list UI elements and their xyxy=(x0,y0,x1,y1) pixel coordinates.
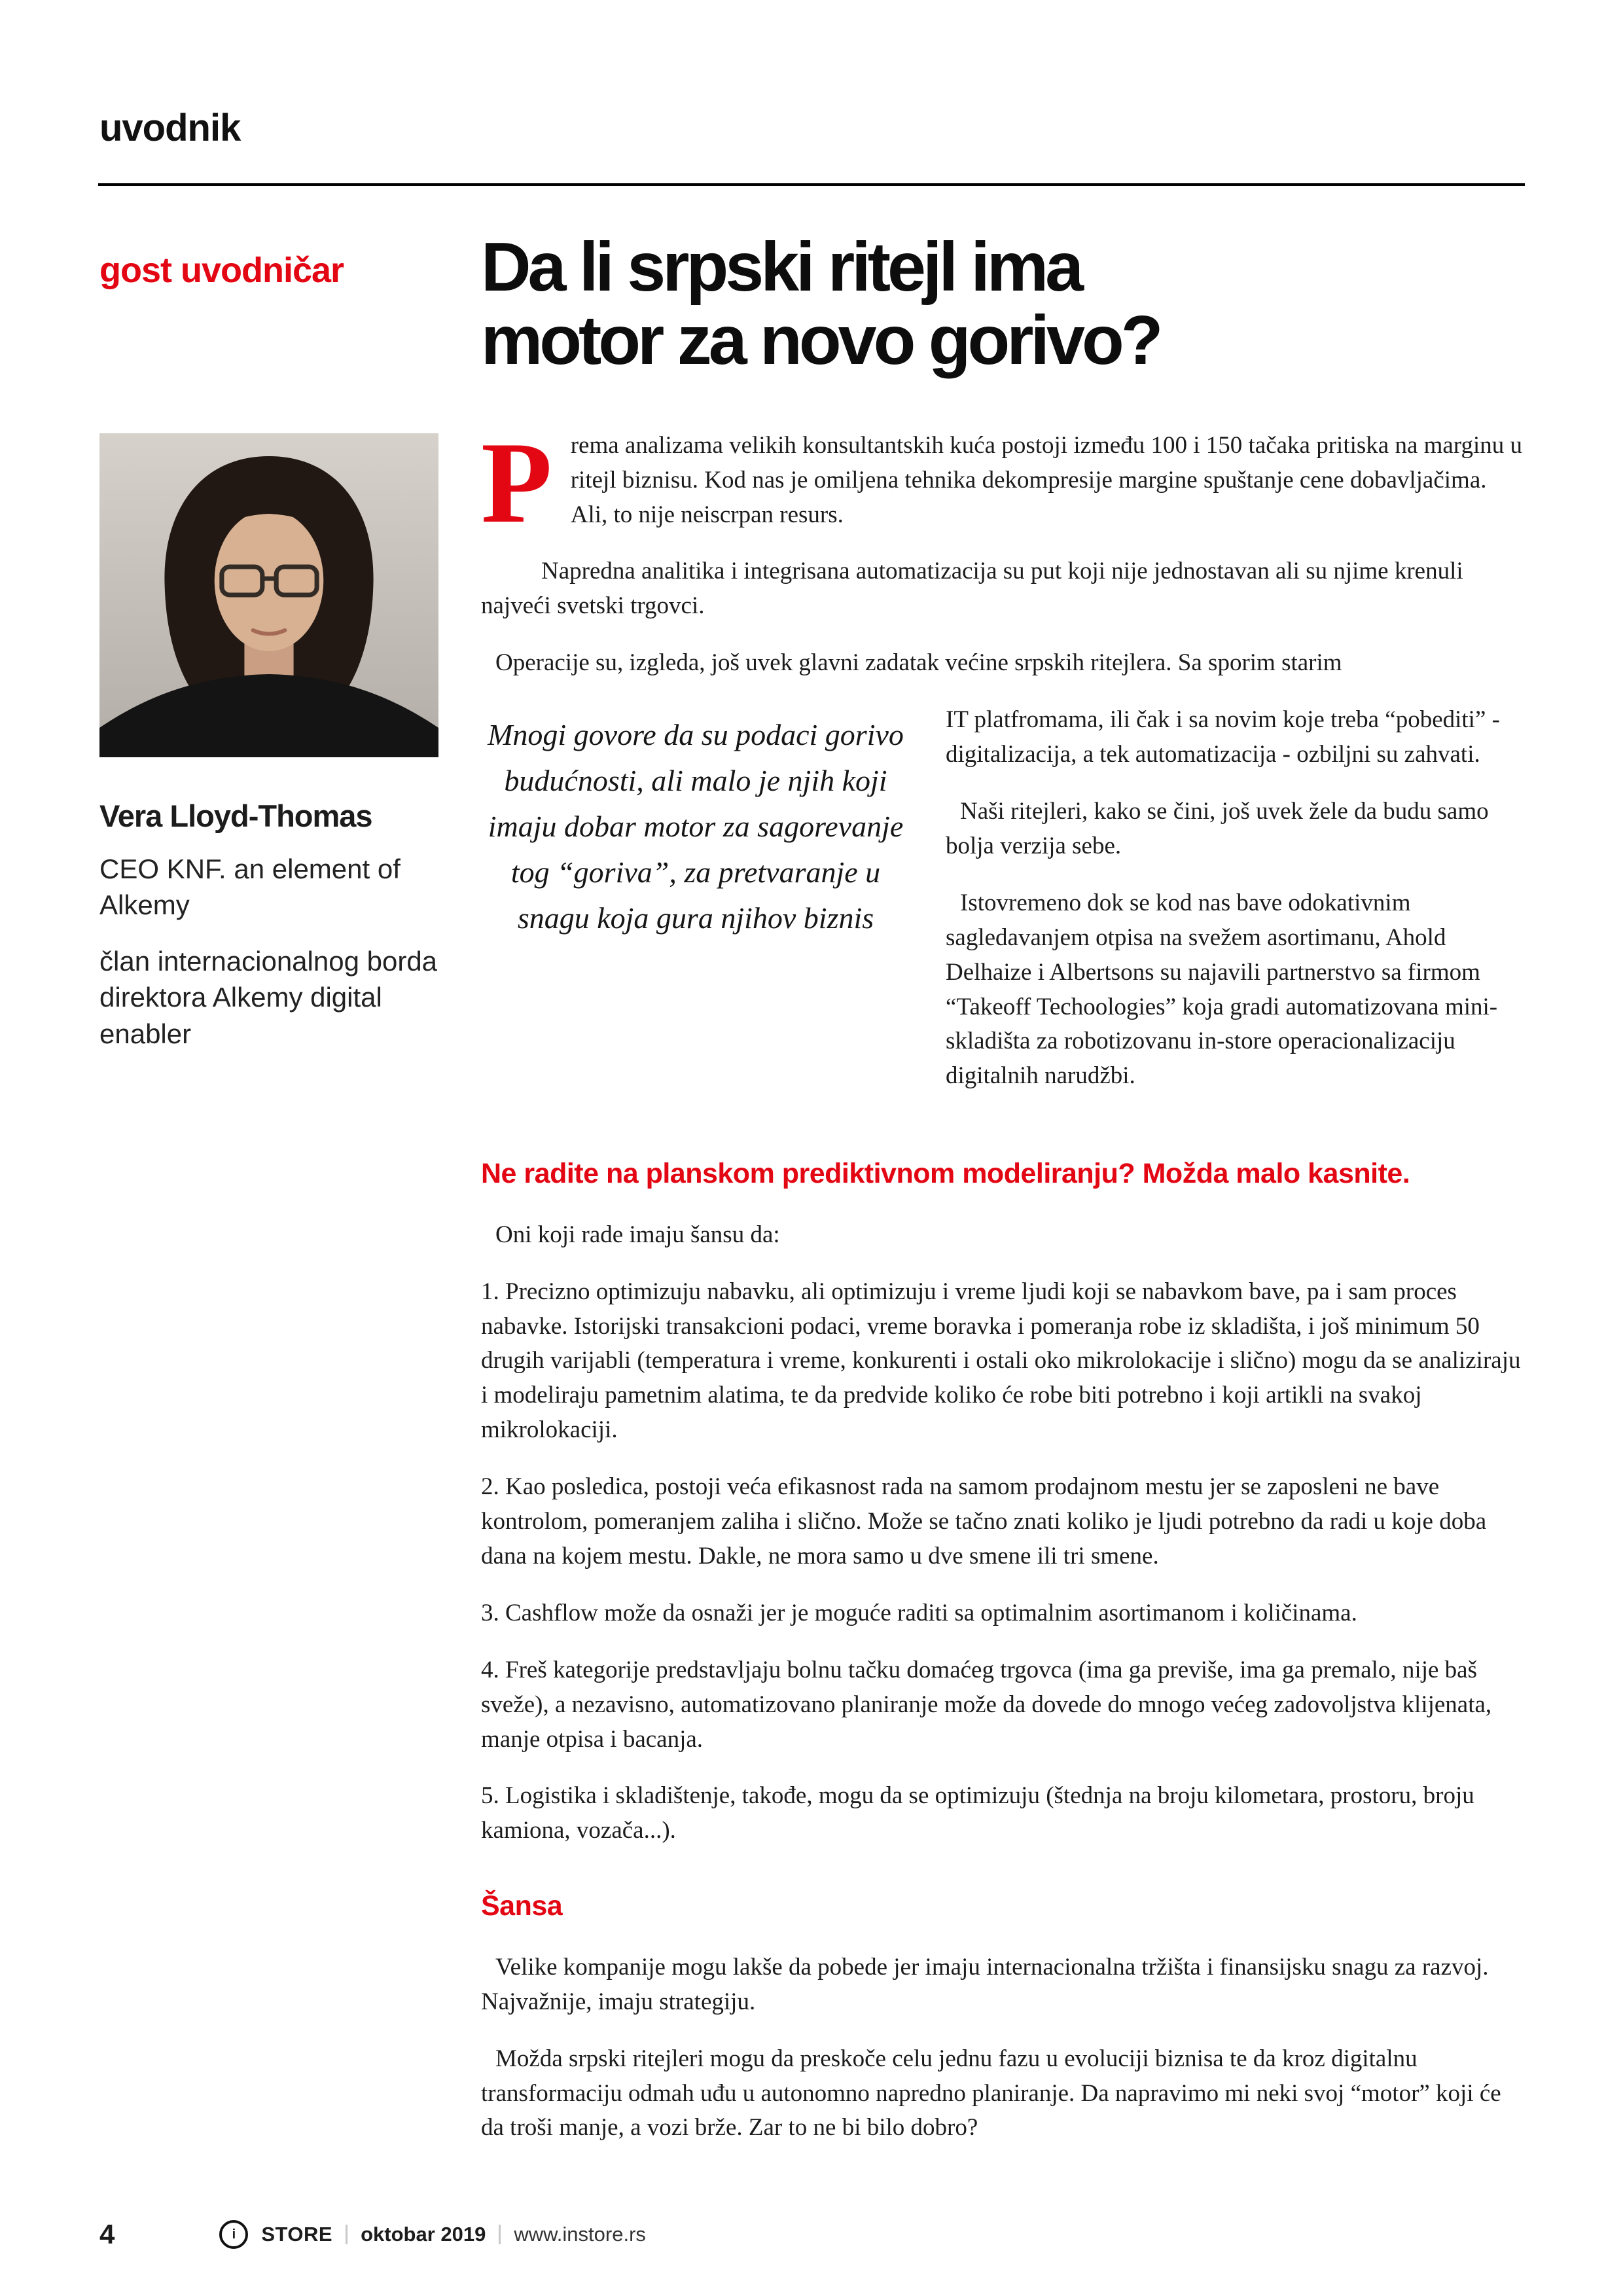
drop-cap: P xyxy=(481,417,552,547)
author-portrait-illustration xyxy=(99,433,438,757)
author-sidebar xyxy=(99,250,438,1052)
intro-paragraph xyxy=(481,417,1527,547)
footer-brand: STORE xyxy=(261,2223,333,2246)
author-role-1: CEO KNF. an element of Alkemy xyxy=(99,853,401,921)
footer-website: www.instore.rs xyxy=(514,2223,646,2246)
article-body xyxy=(481,417,1527,2146)
section-label: uvodnik xyxy=(99,107,241,149)
list-item-4: 4. Freš kategorije predstavljaju bolnu tačku domaćeg trgovca (ima ga previše, ima ga premalo, nije baš sveže), a nezavisno, automatizovano planiranje može da dovede do mnogo većeg zadovoljstva klijenata, manje otpisa i bacanja. xyxy=(481,1656,1492,1753)
footer-brand-group xyxy=(219,2220,646,2249)
article-title-line-2: motor za novo gorivo? xyxy=(481,302,1160,380)
footer-separator xyxy=(499,2225,501,2244)
subhead-chance: Šansa xyxy=(481,1890,563,1922)
pull-quote: Mnogi govore da su podaci gorivo budućnosti, ali malo je njih koji imaju dobar motor za sagorevanje tog “goriva”, za pretvaranje u snagu koja gura njihov biznis xyxy=(488,718,904,935)
paragraph-istovremeno: Istovremeno dok se kod nas bave odokativnim sagledavanjem otpisa na svežem asortimanu, Ahold Delhaize i Albertsons su najavili partnerstvo sa firmom “Takeoff Techoologies” koja gradi automatizovana mini-skladišta za robotizovanu in-store operacionalizaciju digitalnih narudžbi. xyxy=(946,889,1498,1090)
author-role-2: član internacionalnog borda direktora Alkemy digital enabler xyxy=(99,945,438,1049)
kicker-label: gost uvodničar xyxy=(99,251,344,290)
intro-text: rema analizama velikih konsultantskih kuća postoji između 100 i 150 tačaka pritiska na marginu u ritejl biznisu. Kod nas je omiljena tehnika dekompresije margine spuštanje cene dobavljačima. Ali, to nije neiscrpan resurs. xyxy=(570,431,1523,528)
paragraph-analytics: Napredna analitika i integrisana automatizacija su put koji nije jednostavan ali su njime krenuli najveći svetski trgovci. xyxy=(481,558,1463,620)
subhead-predictive-modeling: Ne radite na planskom prediktivnom modeliranju? Možda malo kasnite. xyxy=(481,1158,1410,1190)
author-name: Vera Lloyd-Thomas xyxy=(99,798,372,833)
paragraph-operations-end: IT platfromama, ili čak i sa novim koje treba “pobediti” - digitalizacija, a tek automatizacija - ozbiljni su zahvati. xyxy=(946,706,1500,768)
list-item-3: 3. Cashflow može da osnaži jer je moguće raditi sa optimalnim asortimanom i količinama. xyxy=(481,1599,1357,1626)
header-divider-rule xyxy=(98,183,1525,186)
list-item-2: 2. Kao posledica, postoji veća efikasnost rada na samom prodajnom mestu jer se zaposleni ne bave kontrolom, pomeranjem zaliha i slično. Može se tačno znati koliko je ljudi potrebno da radi u koje doba dana na kojem mestu. Dakle, ne mora samo u dve smene ili tri smene. xyxy=(481,1473,1487,1570)
paragraph-operations-start: Operacije su, izgleda, još uvek glavni zadatak većine srpskih ritejlera. Sa sporim starim xyxy=(495,649,1342,677)
paragraph-lead-in: Oni koji rade imaju šansu da: xyxy=(495,1221,780,1248)
page-footer xyxy=(99,2219,1525,2250)
side-text-column xyxy=(946,703,1527,1116)
footer-separator xyxy=(346,2225,348,2244)
footer-issue: oktobar 2019 xyxy=(361,2223,486,2246)
paragraph-velike: Velike kompanije mogu lakše da pobede jer imaju internacionalna tržišta i finansijsku snagu za razvoj. Najvažnije, imaju strategiju. xyxy=(481,1953,1489,2015)
list-item-5: 5. Logistika i skladištenje, takođe, mogu da se optimizuju (štednja na broju kilometara, prostoru, broju kamiona, vozača...). xyxy=(481,1782,1474,1844)
paragraph-mozda: Možda srpski ritejleri mogu da preskoče celu jednu fazu u evoluciji biznisa te da kroz digitalnu transformaciju odmah uđu u autonomno napredno planiranje. Da napravimo mi neki svoj “motor” koji će da troši manje, a vozi brže. Zar to ne bi bilo dobro? xyxy=(481,2045,1501,2142)
list-item-1: 1. Precizno optimizuju nabavku, ali optimizuju i vreme ljudi koji se nabavkom bave, pa i sam proces nabavke. Istorijski transakcioni podaci, vreme boravka i pomeranja robe iz skladišta, i još minimum 50 drugih varijabli (temperatura i vreme, konkurenti i ostali oko mikrolokacije i slično) mogu da se analiziraju i modeliraju pametnim alatima, te da predvide koliko će robe biti potrebno i koji artikli na svakoj mikrolokaciji. xyxy=(481,1278,1521,1444)
quote-text-row xyxy=(481,703,1527,1116)
pull-quote-column xyxy=(481,703,908,1116)
paragraph-nasi: Naši ritejleri, kako se čini, još uvek žele da budu samo bolja verzija sebe. xyxy=(946,797,1489,859)
article-title-line-1: Da li srpski ritejl ima xyxy=(481,228,1081,306)
footer-page-number: 4 xyxy=(99,2219,115,2250)
instore-logo-icon: i xyxy=(219,2220,248,2249)
author-photo xyxy=(99,433,438,757)
article-column xyxy=(481,230,1527,2168)
article-title xyxy=(481,230,1527,378)
